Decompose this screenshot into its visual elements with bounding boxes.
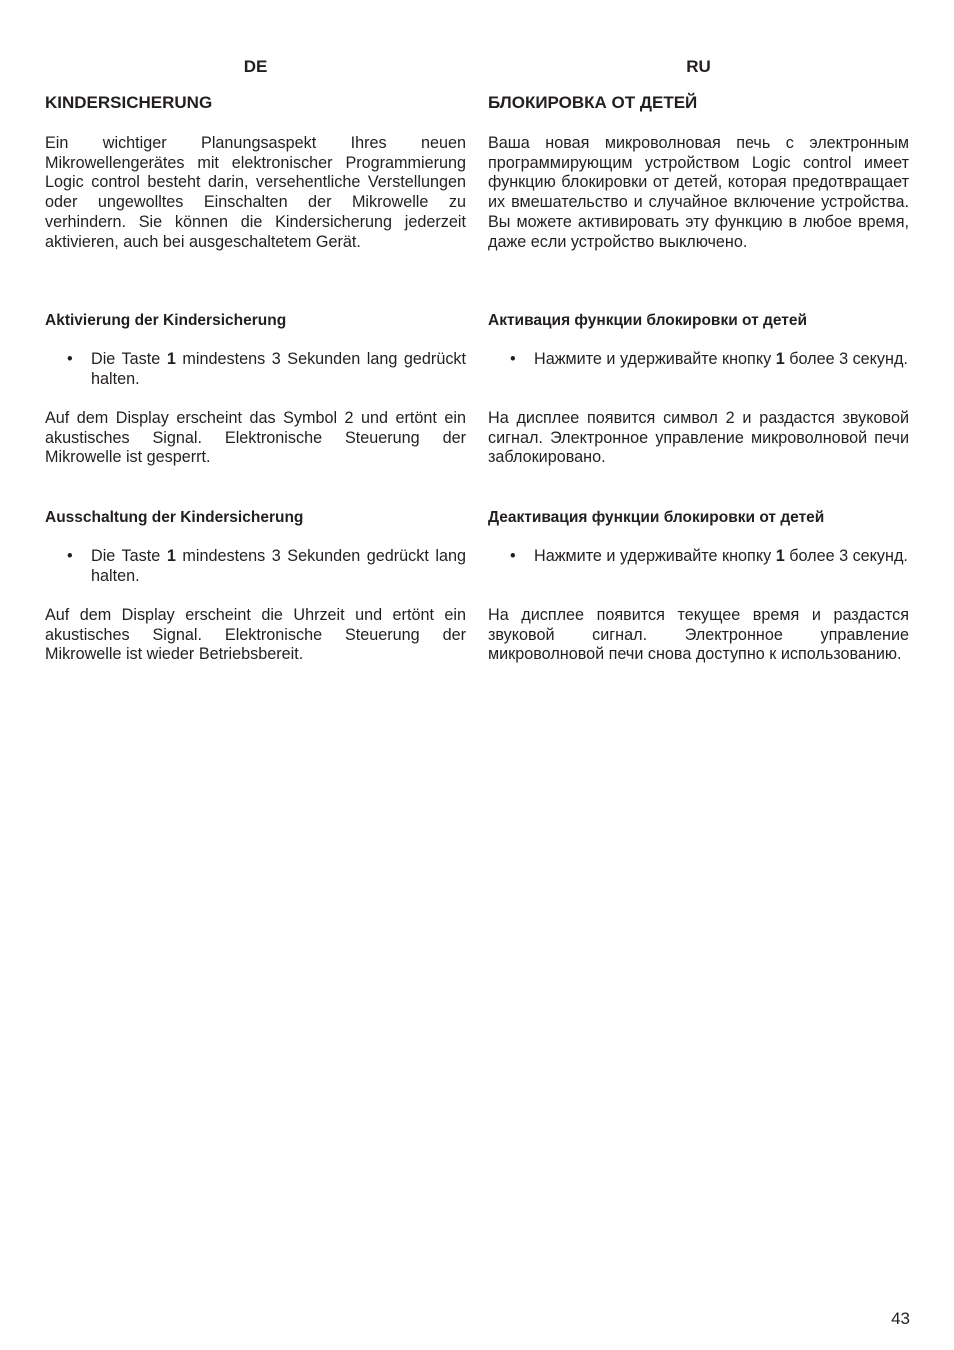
activate-result-paragraph: На дисплее появится символ 2 и раздастся звуковой сигнал. Электронное управление микроволновой печи заблокировано.	[488, 409, 909, 467]
language-label: DE	[243, 57, 268, 76]
deactivate-heading: Деактивация функции блокировки от детей	[488, 509, 825, 526]
key-1-icon: 1	[166, 350, 176, 368]
bullet-icon: •	[67, 547, 73, 565]
deactivate-heading: Ausschaltung der Kindersicherung	[45, 509, 304, 526]
instruction-text-pre: Die Taste	[91, 350, 161, 368]
instruction-text-post: mindestens 3 Sekunden lang gedrückt halten.	[91, 350, 467, 388]
key-1-icon: 1	[166, 547, 176, 565]
activate-heading: Активация функции блокировки от детей	[488, 312, 808, 329]
bullet-icon: •	[510, 547, 516, 565]
instruction-text-post: более 3 секунд.	[789, 350, 908, 368]
activate-result-paragraph: Auf dem Display erscheint das Symbol 2 und ertönt ein akustisches Signal. Elektronische Steuerung der Mikrowelle ist gesperrt.	[45, 409, 466, 467]
instruction-text-post: более 3 секунд.	[789, 547, 908, 565]
instruction-text-pre: Die Taste	[91, 547, 161, 565]
deactivate-result-paragraph: Auf dem Display erscheint die Uhrzeit und ertönt ein akustisches Signal. Elektronische Steuerung der Mikrowelle ist wieder Betriebsbereit.	[45, 606, 466, 664]
instruction-text-pre: Нажмите и удерживайте кнопку	[534, 547, 772, 565]
section-title: KINDERSICHERUNG	[45, 93, 213, 112]
deactivate-instruction	[67, 547, 466, 586]
activate-instruction	[67, 350, 466, 389]
language-label: RU	[686, 57, 711, 76]
intro-paragraph: Ein wichtiger Planungsaspekt Ihres neuen Mikrowellengerätes mit elektronischer Programmierung Logic control besteht darin, versehentliche Verstellungen oder ungewolltes Einschalten der Mikrowelle zu verhindern. Sie können die Kindersicherung jederzeit aktivieren, auch bei ausgeschaltetem Gerät.	[45, 134, 466, 251]
bullet-icon: •	[510, 350, 516, 368]
key-1-icon: 1	[775, 350, 785, 368]
page-number: 43	[891, 1309, 910, 1328]
intro-paragraph: Ваша новая микроволновая печь с электронным программирующим устройством Logic control имеет функцию блокировки от детей, которая предотвращает их вмешательство и случайное включение устройства. Вы можете активировать эту функцию в любое время, даже если устройство выключено.	[488, 134, 909, 251]
activate-instruction	[510, 350, 909, 370]
bullet-icon: •	[67, 350, 73, 368]
activate-heading: Aktivierung der Kindersicherung	[45, 312, 287, 329]
section-title: БЛОКИРОВКА ОТ ДЕТЕЙ	[488, 93, 698, 112]
key-1-icon: 1	[775, 547, 785, 565]
deactivate-instruction	[510, 547, 909, 567]
instruction-text-pre: Нажмите и удерживайте кнопку	[534, 350, 772, 368]
instruction-text-post: mindestens 3 Sekunden gedrückt lang halten.	[91, 547, 467, 585]
deactivate-result-paragraph: На дисплее появится текущее время и раздастся звуковой сигнал. Электронное управление микроволновой печи снова доступно к использованию.	[488, 606, 909, 664]
